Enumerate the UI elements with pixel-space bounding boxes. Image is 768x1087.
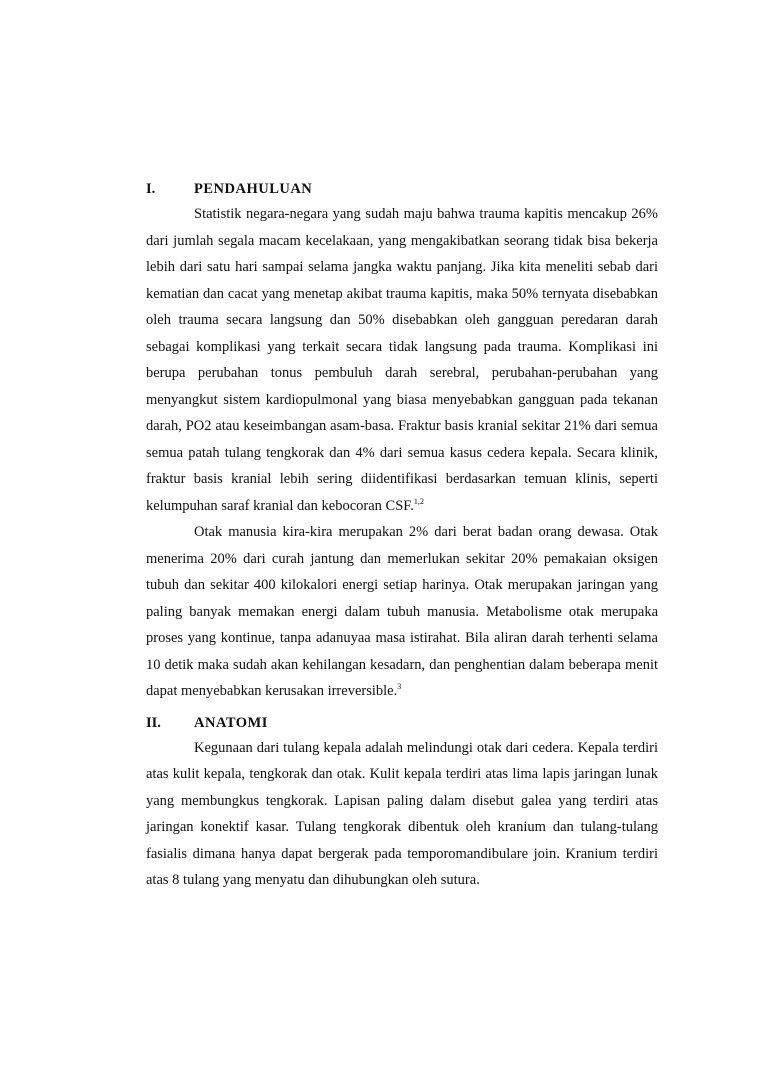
citation-reference: 1,2 — [413, 496, 424, 506]
document-page — [146, 177, 658, 894]
section-heading-anatomi — [146, 711, 658, 735]
section-number: II. — [146, 714, 161, 731]
section-number: I. — [146, 181, 156, 197]
paragraph-text: Statistik negara-negara yang sudah maju bahwa trauma kapitis mencakup 26% dari jumlah segala macam kecelakaan, yang mengakibatkan seorang tidak bisa bekerja lebih dari satu hari sampai selama jangka waktu panjang. Jika kita meneliti sebab dari kematian dan cacat yang menetap akibat trauma kapitis, maka 50% ternyata disebabkan oleh trauma secara langsung dan 50% disebabkan oleh gangguan peredaran darah sebagai komplikasi yang terkait secara tidak langsung pada trauma. Komplikasi ini berupa perubahan tonus pembuluh darah serebral, perubahan-perubahan yang menyangkut sistem kardiopulmonal yang biasa menyebabkan gangguan pada tekanan darah, PO2 atau keseimbangan asam-basa. Fraktur basis kranial sekitar 21% dari semua semua patah tulang tengkorak dan 4% dari semua kasus cedera kepala. Secara klinik, fraktur basis kranial lebih sering diidentifikasi berdasarkan temuan klinis, seperti kelumpuhan saraf kranial dan kebocoran CSF. — [146, 206, 658, 514]
section-heading-pendahuluan — [146, 177, 658, 201]
citation-reference: 3 — [397, 682, 402, 691]
paragraph-text: Kegunaan dari tulang kepala adalah melindungi otak dari cedera. Kepala terdiri atas kulit kepala, tengkorak dan otak. Kulit kepala terdiri atas lima lapis jaringan lunak yang membungkus tengkorak. Lapisan paling dalam disebut galea yang terdiri atas jaringan konektif kasar. Tulang tengkorak dibentuk oleh kranium dan tulang-tulang fasialis dimana hanya dapat bergerak pada temporomandibulare join. Kranium terdiri atas 8 tulang yang menyatu dan dihubungkan oleh sutura. — [146, 739, 658, 888]
paragraph-otak-manusia — [146, 519, 658, 705]
paragraph-text: Otak manusia kira-kira merupakan 2% dari berat badan orang dewasa. Otak menerima 20% dari curah jantung dan memerlukan sekitar 20% pemakaian oksigen tubuh dan sekitar 400 kilokalori energi setiap harinya. Otak merupakan jaringan yang paling banyak memakan energi dalam tubuh manusia. Metabolisme otak merupaka proses yang kontinue, tanpa adanuyaa masa istirahat. Bila aliran darah terhenti selama 10 detik maka sudah akan kehilangan kesadarn, dan penghentian dalam beberapa menit dapat menyebabkan kerusakan irreversible. — [146, 524, 658, 699]
section-title: ANATOMI — [194, 714, 268, 731]
paragraph-kegunaan — [146, 735, 658, 894]
paragraph-statistik — [146, 201, 658, 519]
section-title: PENDAHULUAN — [194, 181, 313, 197]
